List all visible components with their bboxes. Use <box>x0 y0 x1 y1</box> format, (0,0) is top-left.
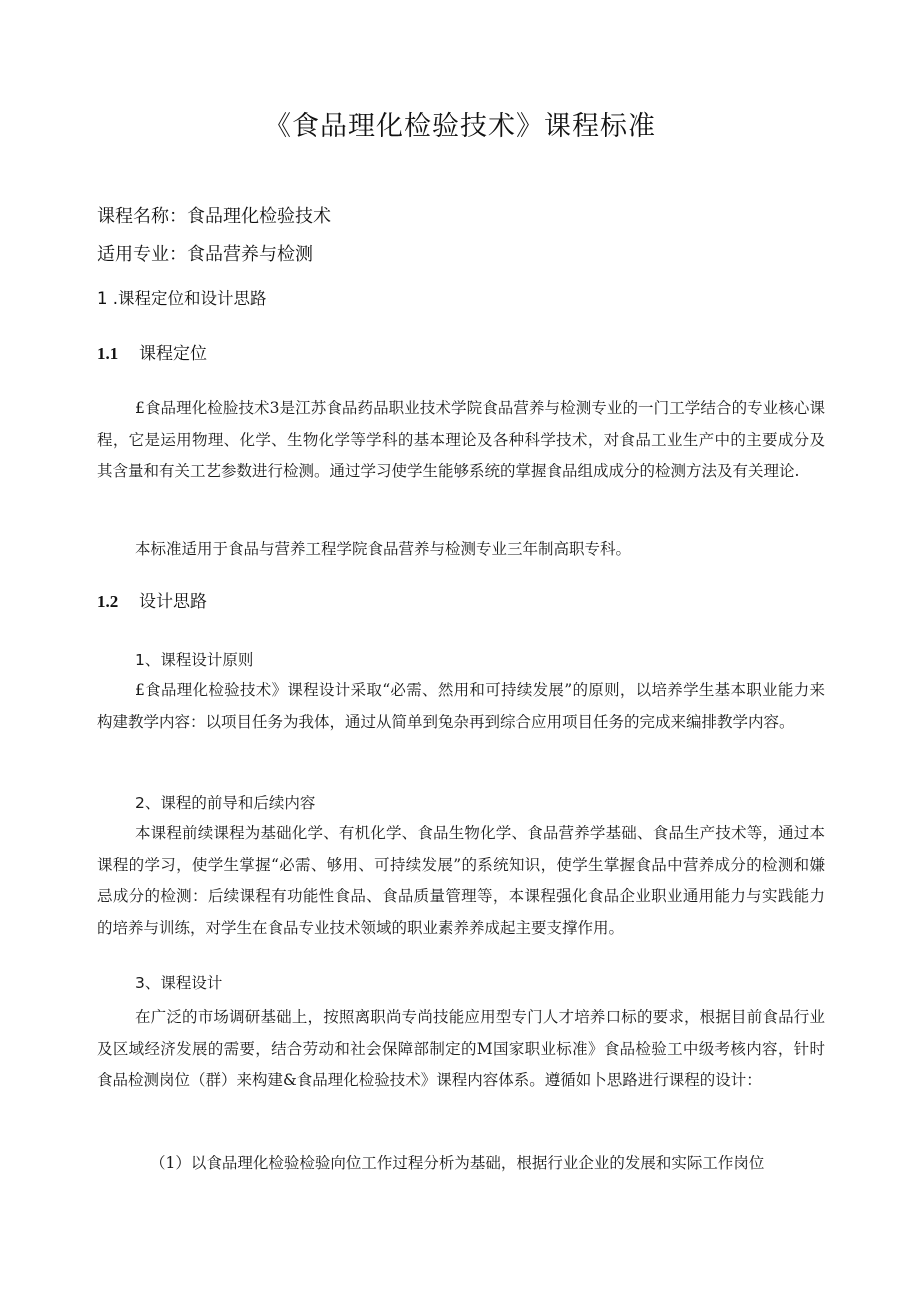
section-1-2-number: 1.2 <box>97 592 119 611</box>
major-line: 适用专业：食品营养与检测 <box>97 244 313 265</box>
design-principle-paragraph: £食品理化检验技术》课程设计采取“必需、然用和可持续发展”的原则，以培养学生基本职业能力来构建教学内容：以项目任务为我体，通过从简单到兔杂再到综合应用项目任务的完成来编排教学内容。 <box>97 681 825 731</box>
document-title: 《食品理化检验技术》课程标准 <box>264 111 656 142</box>
section-1-heading: 1 .课程定位和设计思路 <box>97 289 267 308</box>
section-1-2-title: 设计思路 <box>139 592 207 612</box>
section-1-1-paragraph-2: 本标准适用于食品与营养工程学院食品营养与检测专业三年制高职专科。 <box>135 540 632 558</box>
course-design-paragraph: 在广泛的市场调研基础上，按照离职尚专尚技能应用型专门人才培养口标的要求，根据目前食品行业及区域经济发展的需要，结合劳动和社会保障部制定的M国家职业标准》食品检验工中级考核内容，针时食品检测岗位（群）来构建&食品理化检验技术》课程内容体系。遵循如卜思路进行课程的设计： <box>97 1008 825 1089</box>
design-item-1: （1）以食品理化检验检验向位工作过程分析为基础，根据行业企业的发展和实际工作岗位 <box>150 1154 765 1172</box>
section-1-1-title: 课程定位 <box>139 344 207 364</box>
subsection-1-heading: 1、课程设计原则 <box>135 651 254 669</box>
section-1-1-heading <box>97 339 207 364</box>
subsection-3-heading: 3、课程设计 <box>135 974 223 992</box>
prerequisite-paragraph: 本课程前续课程为基础化学、有机化学、食品生物化学、食品营养学基础、食品生产技术等，通过本课程的学习，使学生掌握“必需、够用、可持续发展”的系统知识，使学生掌握食品中营养成分的检测和嫌忌成分的检测：后续课程有功能性食品、食品质量管理等，本课程强化食品企业职业通用能力与实践能力的培养与训练，对学生在食品专业技术领域的职业素养养成起主要支撑作用。 <box>97 824 825 937</box>
section-1-2-heading <box>97 587 207 612</box>
subsection-2-heading: 2、课程的前导和后续内容 <box>135 794 316 812</box>
course-name-line: 课程名称：食品理化检验技术 <box>97 206 331 227</box>
section-1-1-paragraph-1: £食品理化检脸技术3是江苏食品药品职业技术学院食品营养与检测专业的一门工学结合的专业核心课程，它是运用物理、化学、生物化学等学科的基本理论及各种科学技术，对食品工业生产中的主要成分及其含量和有关工艺参数进行检测。通过学习使学生能够系统的掌握食品组成成分的检测方法及有关理论. <box>97 399 825 480</box>
section-1-1-number: 1.1 <box>97 344 119 363</box>
